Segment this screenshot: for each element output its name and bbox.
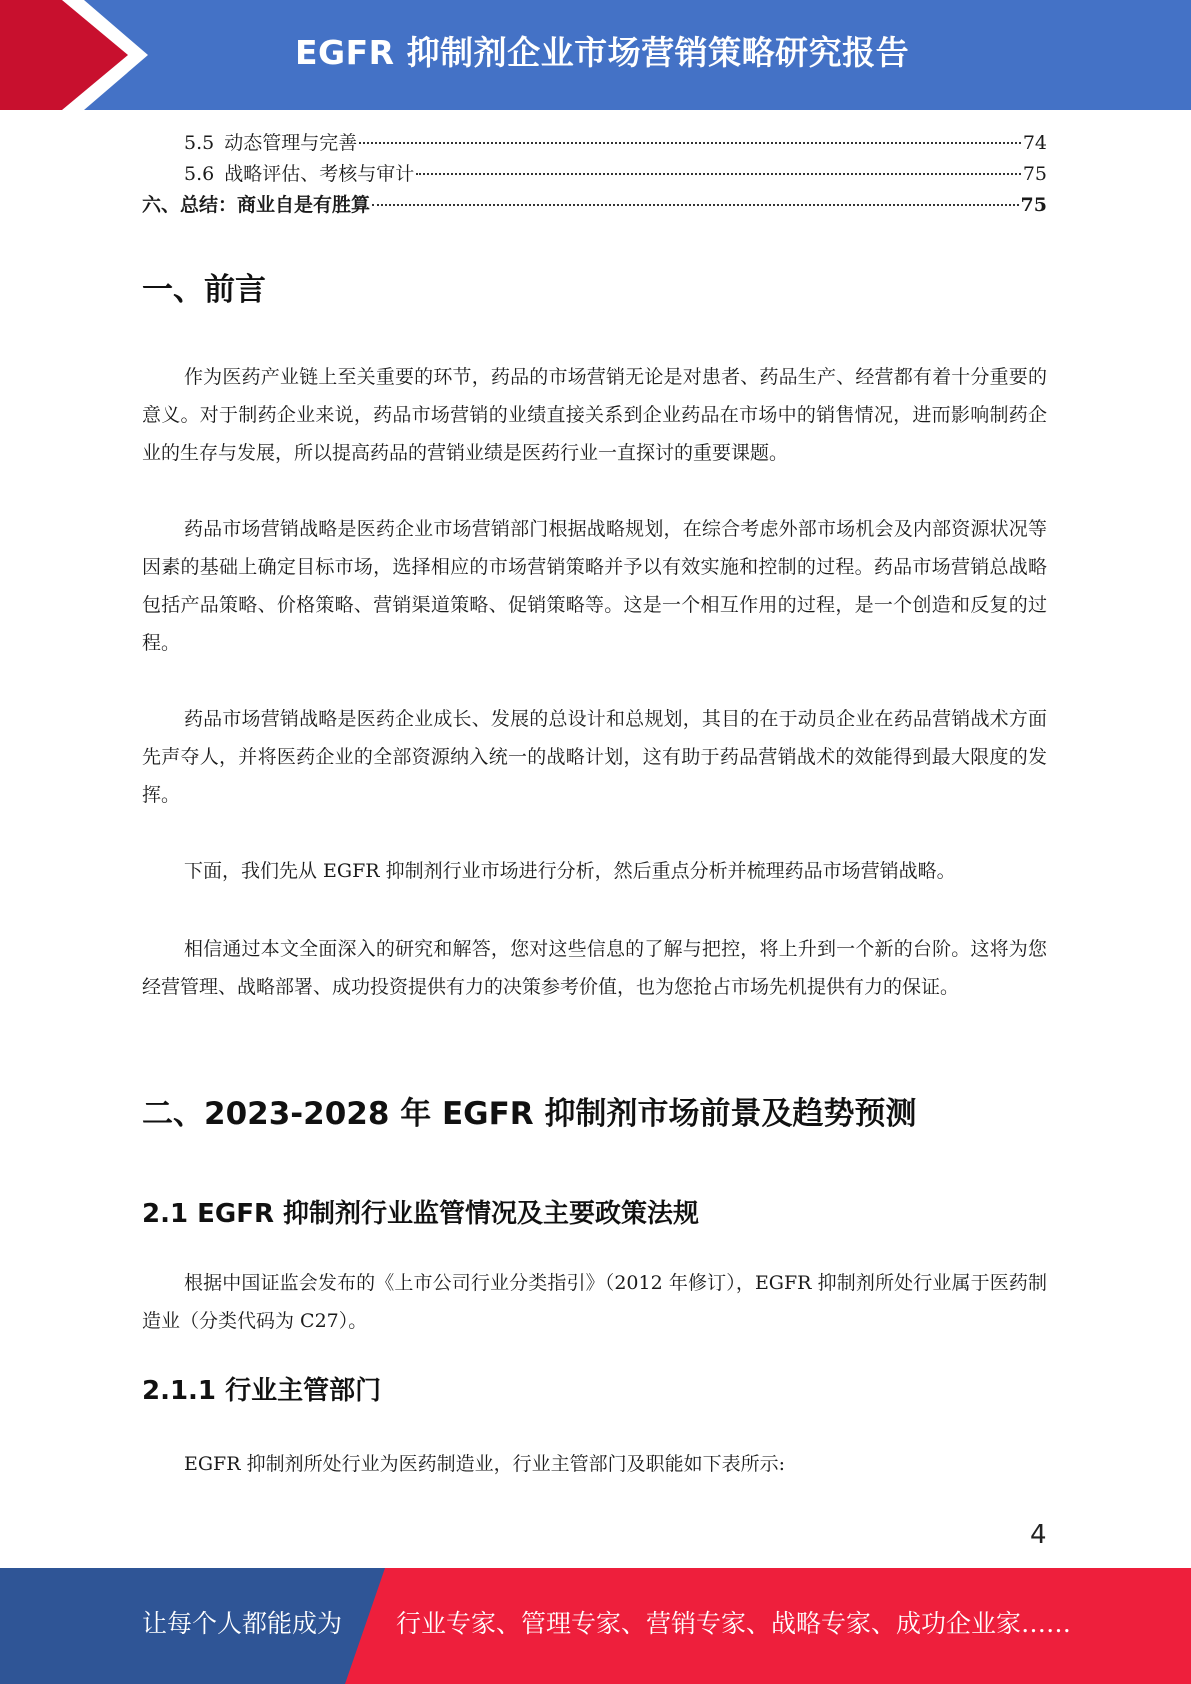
paragraph: 药品市场营销战略是医药企业市场营销部门根据战略规划，在综合考虑外部市场机会及内部资源状况等因素的基础上确定目标市场，选择相应的市场营销策略并予以有效实施和控制的过程。药品市场营销总战略包括产品策略、价格策略、营销渠道策略、促销策略等。这是一个相互作用的过程，是一个创造和反复的过程。 (142, 518, 1047, 654)
page-number: 4 (1030, 1520, 1047, 1550)
subsection-heading-2-1-1: 2.1.1 行业主管部门 (142, 1376, 382, 1406)
footer-slogan-right: 行业专家、管理专家、营销专家、战略专家、成功企业家…… (396, 1609, 1072, 1638)
toc-leader-dots (359, 142, 1021, 144)
paragraph: 相信通过本文全面深入的研究和解答，您对这些信息的了解与把控，将上升到一个新的台阶。这将为您经营管理、战略部署、成功投资提供有力的决策参考价值，也为您抢占市场先机提供有力的保证。 (142, 938, 1047, 998)
toc-entry-page: 74 (1022, 132, 1047, 154)
toc-entry-page: 75 (1022, 163, 1047, 185)
toc-entry-number: 5.6 (184, 163, 215, 185)
header-chevron-graphic (0, 0, 300, 110)
toc-entry[interactable] (184, 159, 1047, 189)
footer-slogan-left: 让每个人都能成为 (142, 1609, 343, 1638)
section-heading-2: 二、2023-2028 年 EGFR 抑制剂市场前景及趋势预测 (142, 1096, 917, 1132)
toc-entry[interactable] (142, 190, 1047, 220)
paragraph: 下面，我们先从 EGFR 抑制剂行业市场进行分析，然后重点分析并梳理药品市场营销战略。 (184, 860, 956, 882)
document-title: EGFR 抑制剂企业市场营销策略研究报告 (295, 33, 910, 72)
paragraph: 根据中国证监会发布的《上市公司行业分类指引》（2012 年修订），EGFR 抑制剂所处行业属于医药制造业（分类代码为 C27）。 (142, 1272, 1047, 1332)
section-heading-preface: 一、前言 (142, 272, 266, 308)
paragraph: 作为医药产业链上至关重要的环节，药品的市场营销无论是对患者、药品生产、经营都有着十分重要的意义。对于制药企业来说，药品市场营销的业绩直接关系到企业药品在市场中的销售情况，进而影响制药企业的生存与发展，所以提高药品的营销业绩是医药行业一直探讨的重要课题。 (142, 366, 1047, 464)
toc-entry-number: 5.5 (184, 132, 215, 154)
subsection-heading-2-1: 2.1 EGFR 抑制剂行业监管情况及主要政策法规 (142, 1199, 700, 1229)
toc-entry[interactable] (184, 128, 1047, 158)
footer-banner (0, 1568, 1191, 1684)
paragraph: EGFR 抑制剂所处行业为医药制造业，行业主管部门及职能如下表所示: (184, 1453, 785, 1475)
toc-entry-title: 动态管理与完善 (224, 132, 358, 154)
paragraph: 药品市场营销战略是医药企业成长、发展的总设计和总规划，其目的在于动员企业在药品营销战术方面先声夺人，并将医药企业的全部资源纳入统一的战略计划，这有助于药品营销战术的效能得到最大限度的发挥。 (142, 708, 1047, 806)
toc-entry-title: 六、总结：商业自是有胜算 (142, 194, 371, 216)
header-banner (0, 0, 1191, 110)
toc-entry-page: 75 (1020, 194, 1047, 216)
toc-leader-dots (372, 204, 1019, 206)
toc-entry-title: 战略评估、考核与审计 (224, 163, 415, 185)
toc-leader-dots (416, 173, 1021, 175)
